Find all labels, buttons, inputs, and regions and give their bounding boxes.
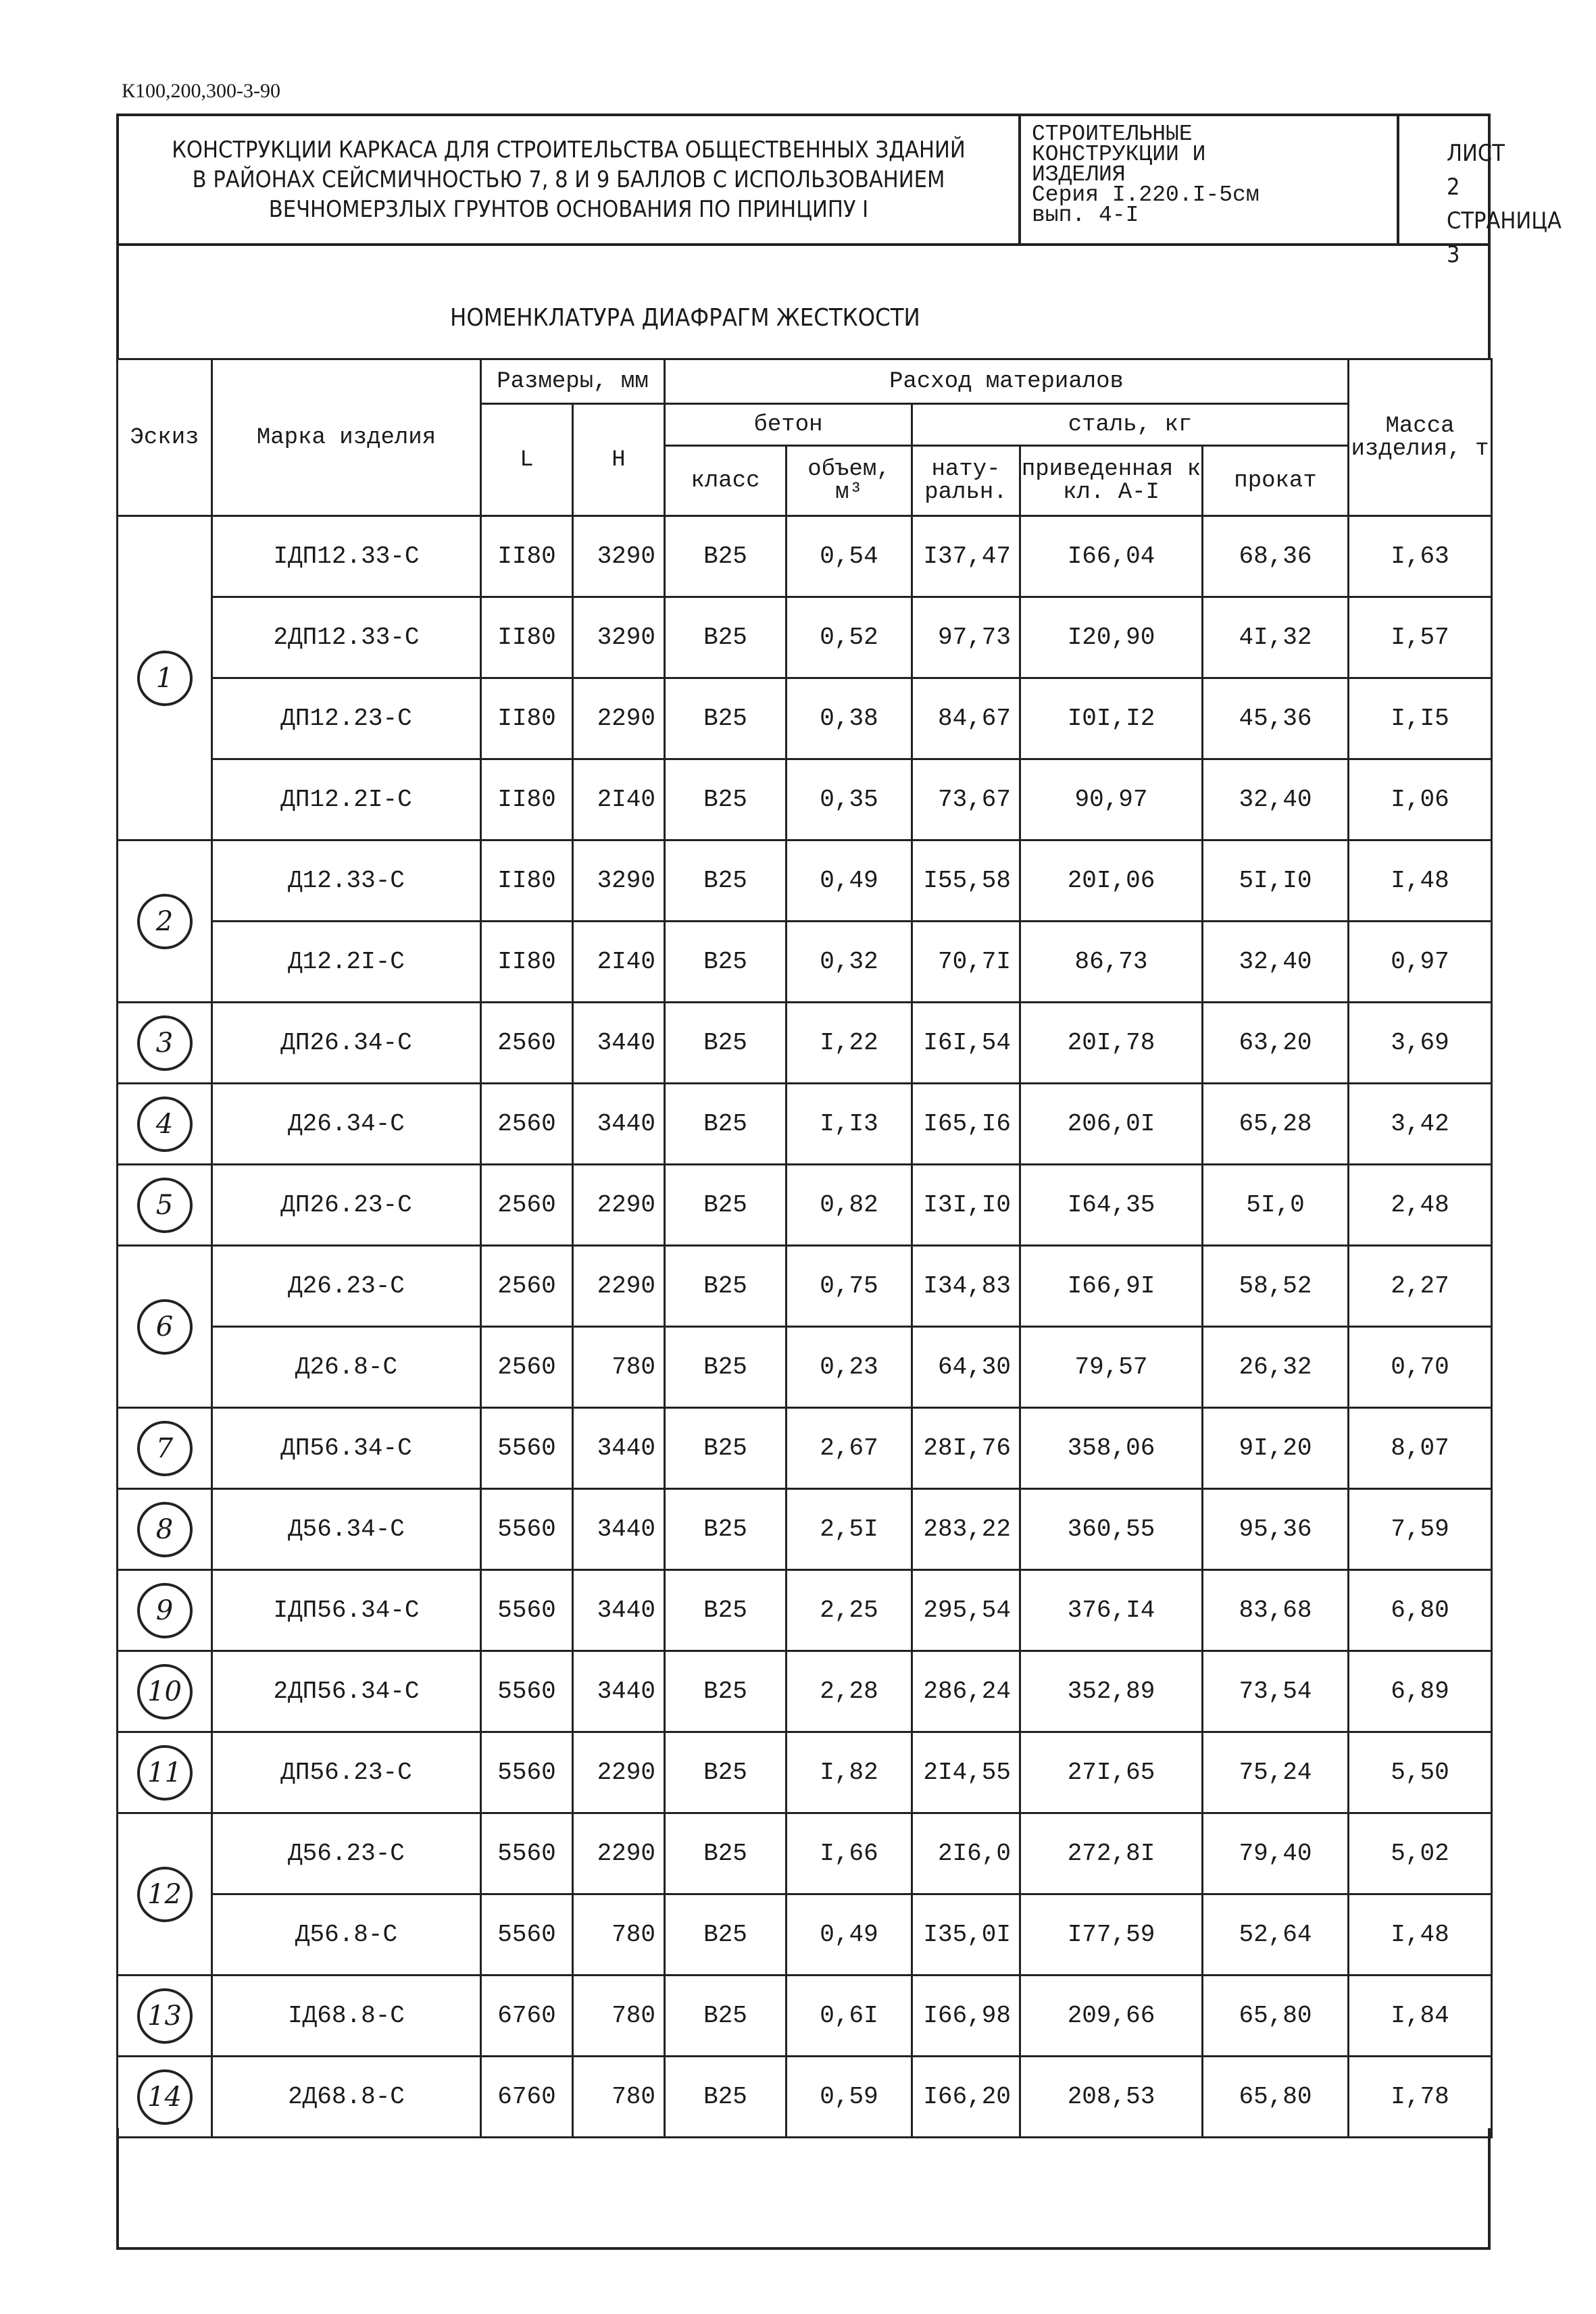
table-title: НОМЕНКЛАТУРА ДИАФРАГМ ЖЕСТКОСТИ [450,304,920,332]
reduced-steel-cell: 208,53 [1020,2057,1203,2138]
series-line: ИЗДЕЛИЯ [1032,162,1126,187]
class-cell: В25 [665,1489,787,1570]
title-block [116,114,1562,268]
mass-cell: I,I5 [1349,678,1492,759]
reduced-steel-cell: 20I,78 [1020,1003,1203,1084]
sketch-number: 14 [137,2069,193,2125]
mark-cell: 2ДП12.33-С [212,597,481,678]
sketch-cell [118,1165,212,1246]
class-cell: В25 [665,2057,787,2138]
mass-cell: 3,69 [1349,1003,1492,1084]
class-cell: В25 [665,1003,787,1084]
mass-cell: 6,89 [1349,1651,1492,1732]
table-row [118,1732,1492,1813]
table-row [118,1246,1492,1327]
col-natural: нату- ральн. [912,446,1020,516]
mass-cell: I,57 [1349,597,1492,678]
mark-cell: 2Д68.8-С [212,2057,481,2138]
volume-cell: 0,38 [787,678,912,759]
series-info [1021,116,1399,243]
rolled-steel-cell: 63,20 [1203,1003,1349,1084]
mark-cell: Д12.2I-С [212,922,481,1003]
natural-steel-cell: 97,73 [912,597,1020,678]
col-L: L [481,404,573,516]
length-cell: 2560 [481,1246,573,1327]
rolled-steel-cell: 5I,0 [1203,1165,1349,1246]
reduced-steel-cell: 272,8I [1020,1813,1203,1894]
height-cell: 3440 [573,1084,665,1165]
mass-cell: 3,42 [1349,1084,1492,1165]
reduced-steel-cell: 209,66 [1020,1976,1203,2057]
table-row [118,1489,1492,1570]
mass-cell: 0,97 [1349,922,1492,1003]
table-row [118,1327,1492,1408]
mass-cell: 0,70 [1349,1327,1492,1408]
sketch-cell [118,1976,212,2057]
mark-cell: ДП12.2I-С [212,759,481,840]
mark-cell: ДП26.23-С [212,1165,481,1246]
table-footer-space [116,2128,1491,2250]
rolled-steel-cell: 32,40 [1203,922,1349,1003]
col-H: Н [573,404,665,516]
sketch-number: 10 [137,1664,193,1719]
natural-steel-cell: 295,54 [912,1570,1020,1651]
volume-cell: 2,67 [787,1408,912,1489]
height-cell: 3440 [573,1489,665,1570]
sketch-cell [118,1732,212,1813]
rolled-steel-cell: 79,40 [1203,1813,1349,1894]
natural-steel-cell: 2I4,55 [912,1732,1020,1813]
table-row [118,922,1492,1003]
mark-cell: ДП56.23-С [212,1732,481,1813]
sketch-cell [118,1813,212,1976]
mass-cell: 7,59 [1349,1489,1492,1570]
sketch-number: 1 [137,651,193,706]
volume-cell: 0,52 [787,597,912,678]
mass-cell: I,84 [1349,1976,1492,2057]
rolled-steel-cell: 65,28 [1203,1084,1349,1165]
rolled-steel-cell: 65,80 [1203,2057,1349,2138]
length-cell: 6760 [481,2057,573,2138]
sketch-cell [118,1489,212,1570]
reduced-steel-cell: I64,35 [1020,1165,1203,1246]
table-row [118,1084,1492,1165]
sketch-number: 2 [137,894,193,949]
class-cell: В25 [665,1570,787,1651]
mark-cell: IД68.8-С [212,1976,481,2057]
sketch-cell [118,840,212,1003]
mass-cell: I,48 [1349,1894,1492,1976]
mark-cell: Д12.33-С [212,840,481,922]
sheet-info [1399,116,1562,268]
class-cell: В25 [665,1165,787,1246]
table-row [118,840,1492,922]
length-cell: 5560 [481,1813,573,1894]
page-number: СТРАНИЦА 3 [1447,207,1562,268]
natural-steel-cell: 2I6,0 [912,1813,1020,1894]
class-cell: В25 [665,597,787,678]
reduced-steel-cell: 360,55 [1020,1489,1203,1570]
natural-steel-cell: I35,0I [912,1894,1020,1976]
table-row [118,1976,1492,2057]
natural-steel-cell: 73,67 [912,759,1020,840]
length-cell: 2560 [481,1327,573,1408]
rolled-steel-cell: 45,36 [1203,678,1349,759]
sheet-number: ЛИСТ 2 [1447,140,1505,201]
length-cell: 5560 [481,1651,573,1732]
volume-cell: 0,82 [787,1165,912,1246]
mark-cell: Д56.23-С [212,1813,481,1894]
class-cell: В25 [665,1084,787,1165]
document-title [119,116,1021,243]
col-rolled: прокат [1203,446,1349,516]
length-cell: II80 [481,516,573,597]
height-cell: 3440 [573,1651,665,1732]
mass-cell: 2,27 [1349,1246,1492,1327]
length-cell: II80 [481,597,573,678]
reduced-steel-cell: 352,89 [1020,1651,1203,1732]
table-title-box [116,246,1491,358]
height-cell: 2290 [573,1732,665,1813]
length-cell: 5560 [481,1570,573,1651]
table-row [118,1651,1492,1732]
height-cell: 780 [573,1976,665,2057]
rolled-steel-cell: 4I,32 [1203,597,1349,678]
class-cell: В25 [665,922,787,1003]
volume-cell: 0,75 [787,1246,912,1327]
table-body [118,516,1492,2138]
mark-cell: IДП12.33-С [212,516,481,597]
sketch-cell [118,1651,212,1732]
natural-steel-cell: I34,83 [912,1246,1020,1327]
title-line: В РАЙОНАХ СЕЙСМИЧНОСТЬЮ 7, 8 И 9 БАЛЛОВ С ИСПОЛЬЗОВАНИЕМ [192,166,945,193]
sketch-cell [118,516,212,840]
table-row [118,1894,1492,1976]
natural-steel-cell: I37,47 [912,516,1020,597]
volume-cell: 2,28 [787,1651,912,1732]
volume-cell: I,22 [787,1003,912,1084]
reduced-steel-cell: 86,73 [1020,922,1203,1003]
table-row [118,1813,1492,1894]
class-cell: В25 [665,1976,787,2057]
reduced-steel-cell: 376,I4 [1020,1570,1203,1651]
mark-cell: ДП12.23-С [212,678,481,759]
height-cell: 3440 [573,1003,665,1084]
col-sizes: Размеры, мм [481,359,665,404]
mass-cell: I,48 [1349,840,1492,922]
rolled-steel-cell: 73,54 [1203,1651,1349,1732]
length-cell: 6760 [481,1976,573,2057]
height-cell: 3290 [573,840,665,922]
height-cell: 780 [573,1327,665,1408]
sketch-cell [118,1408,212,1489]
sketch-number: 11 [137,1745,193,1801]
class-cell: В25 [665,840,787,922]
sketch-cell [118,1003,212,1084]
height-cell: 2I40 [573,922,665,1003]
rolled-steel-cell: 9I,20 [1203,1408,1349,1489]
mark-cell: Д56.8-С [212,1894,481,1976]
natural-steel-cell: 283,22 [912,1489,1020,1570]
mark-cell: Д56.34-С [212,1489,481,1570]
mass-cell: 2,48 [1349,1165,1492,1246]
sketch-number: 3 [137,1015,193,1071]
sketch-cell [118,1084,212,1165]
volume-cell: 0,23 [787,1327,912,1408]
height-cell: 2I40 [573,759,665,840]
height-cell: 2290 [573,1813,665,1894]
height-cell: 3290 [573,597,665,678]
table-row [118,1408,1492,1489]
table-row [118,597,1492,678]
sketch-number: 6 [137,1299,193,1355]
height-cell: 2290 [573,678,665,759]
table-row [118,678,1492,759]
volume-cell: 0,35 [787,759,912,840]
col-materials: Расход материалов [665,359,1349,404]
natural-steel-cell: I3I,I0 [912,1165,1020,1246]
volume-cell: 2,25 [787,1570,912,1651]
sketch-number: 7 [137,1421,193,1476]
reduced-steel-cell: I66,9I [1020,1246,1203,1327]
natural-steel-cell: I6I,54 [912,1003,1020,1084]
sketch-cell [118,2057,212,2138]
rolled-steel-cell: 52,64 [1203,1894,1349,1976]
natural-steel-cell: 64,30 [912,1327,1020,1408]
length-cell: II80 [481,759,573,840]
natural-steel-cell: I66,98 [912,1976,1020,2057]
class-cell: В25 [665,1732,787,1813]
mark-cell: 2ДП56.34-С [212,1651,481,1732]
series-line: Серия I.220.I-5см [1032,182,1260,207]
col-reduced: приведенная к кл. А-I [1020,446,1203,516]
col-volume: объем, м³ [787,446,912,516]
sketch-cell [118,1570,212,1651]
title-line: ВЕЧНОМЕРЗЛЫХ ГРУНТОВ ОСНОВАНИЯ ПО ПРИНЦИПУ I [268,196,869,223]
length-cell: II80 [481,678,573,759]
height-cell: 3440 [573,1408,665,1489]
volume-cell: 0,6I [787,1976,912,2057]
mark-cell: IДП56.34-С [212,1570,481,1651]
class-cell: В25 [665,678,787,759]
col-mark: Марка изделия [212,359,481,516]
height-cell: 3290 [573,516,665,597]
rolled-steel-cell: 26,32 [1203,1327,1349,1408]
sketch-number: 9 [137,1583,193,1638]
length-cell: 5560 [481,1489,573,1570]
series-line: СТРОИТЕЛЬНЫЕ [1032,122,1193,147]
natural-steel-cell: I55,58 [912,840,1020,922]
series-line: КОНСТРУКЦИИ И [1032,142,1206,167]
table-row [118,1003,1492,1084]
reduced-steel-cell: 20I,06 [1020,840,1203,922]
rolled-steel-cell: 95,36 [1203,1489,1349,1570]
reduced-steel-cell: 79,57 [1020,1327,1203,1408]
volume-cell: 0,59 [787,2057,912,2138]
natural-steel-cell: I65,I6 [912,1084,1020,1165]
reduced-steel-cell: I20,90 [1020,597,1203,678]
title-line: КОНСТРУКЦИИ КАРКАСА ДЛЯ СТРОИТЕЛЬСТВА ОБЩЕСТВЕННЫХ ЗДАНИЙ [172,136,966,164]
rolled-steel-cell: 65,80 [1203,1976,1349,2057]
sketch-number: 5 [137,1178,193,1233]
volume-cell: 0,54 [787,516,912,597]
natural-steel-cell: 286,24 [912,1651,1020,1732]
rolled-steel-cell: 32,40 [1203,759,1349,840]
class-cell: В25 [665,1651,787,1732]
mark-cell: Д26.8-С [212,1327,481,1408]
rolled-steel-cell: 68,36 [1203,516,1349,597]
reduced-steel-cell: I0I,I2 [1020,678,1203,759]
height-cell: 2290 [573,1246,665,1327]
length-cell: 2560 [481,1003,573,1084]
class-cell: В25 [665,1894,787,1976]
mass-cell: 6,80 [1349,1570,1492,1651]
class-cell: В25 [665,516,787,597]
reduced-steel-cell: I66,04 [1020,516,1203,597]
rolled-steel-cell: 83,68 [1203,1570,1349,1651]
volume-cell: I,66 [787,1813,912,1894]
rolled-steel-cell: 75,24 [1203,1732,1349,1813]
natural-steel-cell: 28I,76 [912,1408,1020,1489]
col-concrete: бетон [665,404,912,446]
series-line: вып. 4-I [1032,203,1139,228]
class-cell: В25 [665,1246,787,1327]
volume-cell: I,82 [787,1732,912,1813]
length-cell: 5560 [481,1408,573,1489]
col-steel: сталь, кг [912,404,1349,446]
mass-cell: 5,02 [1349,1813,1492,1894]
reduced-steel-cell: 90,97 [1020,759,1203,840]
table-row [118,2057,1492,2138]
length-cell: II80 [481,840,573,922]
sketch-number: 4 [137,1097,193,1152]
rolled-steel-cell: 5I,I0 [1203,840,1349,922]
sketch-cell [118,1246,212,1408]
natural-steel-cell: 70,7I [912,922,1020,1003]
length-cell: 5560 [481,1732,573,1813]
volume-cell: 0,32 [787,922,912,1003]
table-row [118,1165,1492,1246]
natural-steel-cell: I66,20 [912,2057,1020,2138]
table-row [118,1570,1492,1651]
length-cell: 2560 [481,1165,573,1246]
mass-cell: 8,07 [1349,1408,1492,1489]
class-cell: В25 [665,1813,787,1894]
sketch-number: 13 [137,1988,193,2044]
height-cell: 2290 [573,1165,665,1246]
class-cell: В25 [665,1408,787,1489]
mass-cell: I,78 [1349,2057,1492,2138]
length-cell: 2560 [481,1084,573,1165]
document-code: К100,200,300-3-90 [122,80,280,102]
rolled-steel-cell: 58,52 [1203,1246,1349,1327]
mass-cell: 5,50 [1349,1732,1492,1813]
volume-cell: 0,49 [787,840,912,922]
reduced-steel-cell: 27I,65 [1020,1732,1203,1813]
height-cell: 780 [573,1894,665,1976]
mark-cell: ДП26.34-С [212,1003,481,1084]
col-class: класс [665,446,787,516]
table-row [118,759,1492,840]
volume-cell: 0,49 [787,1894,912,1976]
table-row [118,516,1492,597]
col-mass: Масса изделия, т [1349,359,1492,516]
sketch-number: 8 [137,1502,193,1557]
nomenclature-table [116,358,1493,2138]
mass-cell: I,06 [1349,759,1492,840]
class-cell: В25 [665,1327,787,1408]
mark-cell: Д26.23-С [212,1246,481,1327]
mass-cell: I,63 [1349,516,1492,597]
volume-cell: 2,5I [787,1489,912,1570]
reduced-steel-cell: 206,0I [1020,1084,1203,1165]
reduced-steel-cell: 358,06 [1020,1408,1203,1489]
length-cell: 5560 [481,1894,573,1976]
height-cell: 780 [573,2057,665,2138]
volume-cell: I,I3 [787,1084,912,1165]
length-cell: II80 [481,922,573,1003]
mark-cell: ДП56.34-С [212,1408,481,1489]
col-sketch: Эскиз [118,359,212,516]
class-cell: В25 [665,759,787,840]
reduced-steel-cell: I77,59 [1020,1894,1203,1976]
sketch-number: 12 [137,1867,193,1922]
mark-cell: Д26.34-С [212,1084,481,1165]
natural-steel-cell: 84,67 [912,678,1020,759]
height-cell: 3440 [573,1570,665,1651]
